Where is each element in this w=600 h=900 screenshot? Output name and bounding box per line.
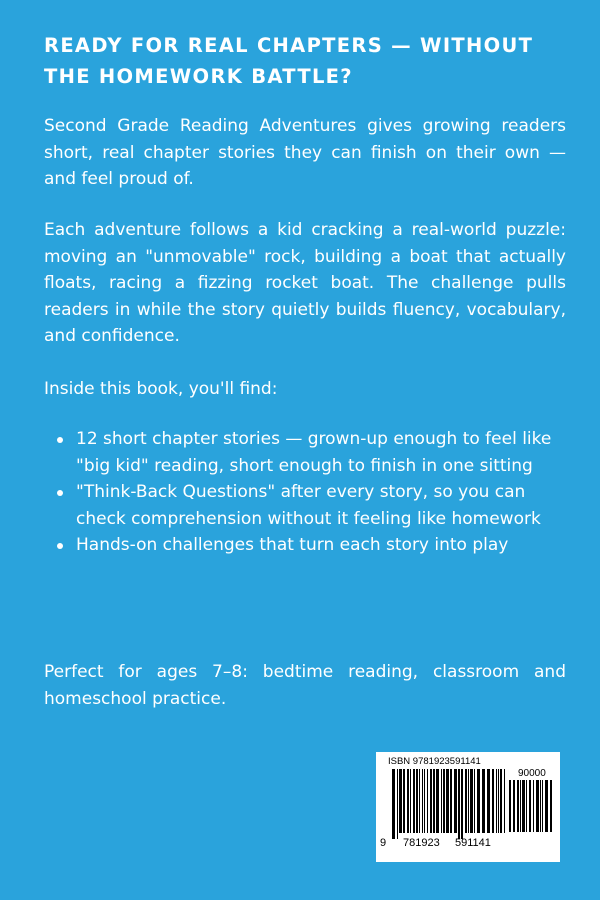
barcode-bar xyxy=(529,780,531,832)
barcode-bar xyxy=(403,769,405,833)
barcode-bar xyxy=(450,769,452,833)
barcode-digits xyxy=(376,837,560,851)
isbn-barcode xyxy=(376,752,560,862)
barcode-bar xyxy=(443,769,445,833)
barcode-bar xyxy=(550,780,552,832)
feature-item: Hands-on challenges that turn each story into play xyxy=(44,532,564,559)
barcode-bar xyxy=(427,769,428,833)
barcode-bar xyxy=(509,780,511,832)
barcode-bar xyxy=(419,769,420,833)
barcode-bar xyxy=(461,769,463,839)
barcode-bar xyxy=(399,769,402,833)
barcode-bar xyxy=(522,780,525,832)
barcode-bar xyxy=(526,780,527,832)
barcode-bar xyxy=(513,780,515,832)
barcode-bar xyxy=(410,769,411,833)
barcode-bar xyxy=(422,769,423,833)
barcode-bar xyxy=(407,769,409,833)
barcode-bar xyxy=(465,769,467,833)
barcode-bar xyxy=(487,769,490,833)
barcode-bar xyxy=(520,780,521,832)
barcode-bar xyxy=(533,780,534,832)
barcode-bar xyxy=(540,780,541,832)
barcode-bar xyxy=(504,769,505,833)
intro-paragraph: Second Grade Reading Adventures gives growing readers short, real chapter stories they can finish on their own — and feel proud of. xyxy=(44,116,566,189)
barcode-bar xyxy=(458,769,460,839)
headline: READY FOR REAL CHAPTERS — WITHOUT THE HOMEWORK BATTLE? xyxy=(44,34,534,88)
barcode-bar xyxy=(536,780,539,832)
inside-label: Inside this book, you'll find: xyxy=(44,379,278,399)
closing-paragraph: Perfect for ages 7–8: bedtime reading, classroom and homeschool practice. xyxy=(44,662,566,709)
feature-item: "Think-Back Questions" after every story, so you can check comprehension without it feeling like homework xyxy=(44,479,564,532)
barcode-digit-group-2: 591141 xyxy=(455,837,491,849)
barcode-addon-label: 90000 xyxy=(518,768,546,779)
barcode-bar xyxy=(430,769,432,833)
barcode-bar xyxy=(392,769,395,839)
barcode-bar xyxy=(468,769,469,833)
barcode-bar xyxy=(500,769,502,833)
barcode-bar xyxy=(517,780,519,832)
barcode-bar xyxy=(482,769,485,833)
barcode-bar xyxy=(492,769,494,833)
barcode-bar xyxy=(397,769,398,839)
barcode-bar xyxy=(477,769,480,833)
barcode-bar xyxy=(416,769,418,833)
barcode-addon-bars xyxy=(509,780,553,838)
barcode-bar xyxy=(433,769,435,833)
barcode-bar xyxy=(542,780,543,832)
barcode-bar xyxy=(474,769,475,833)
feature-list xyxy=(44,426,564,559)
barcode-bar xyxy=(470,769,473,833)
barcode-bar xyxy=(454,769,457,833)
barcode-bar xyxy=(446,769,449,833)
barcode-bar xyxy=(436,769,439,833)
barcode-bar xyxy=(545,780,548,832)
barcode-lead-digit: 9 xyxy=(380,837,387,849)
barcode-digit-group-1: 781923 xyxy=(403,837,440,849)
isbn-label: ISBN 9781923591141 xyxy=(388,756,481,767)
barcode-bar xyxy=(496,769,497,833)
barcode-bar xyxy=(498,769,499,833)
barcode-bars xyxy=(392,769,506,839)
barcode-bar xyxy=(413,769,415,833)
barcode-bar xyxy=(424,769,425,833)
barcode-bar xyxy=(441,769,442,833)
feature-item: 12 short chapter stories — grown-up enough to feel like "big kid" reading, short enough to finish in one sitting xyxy=(44,426,564,479)
description-paragraph: Each adventure follows a kid cracking a real-world puzzle: moving an "unmovable" rock, building a boat that actually floats, racing a fizzing rocket boat. The challenge pulls readers in while the story quietly builds fluency, vocabulary, and confidence. xyxy=(44,220,566,346)
